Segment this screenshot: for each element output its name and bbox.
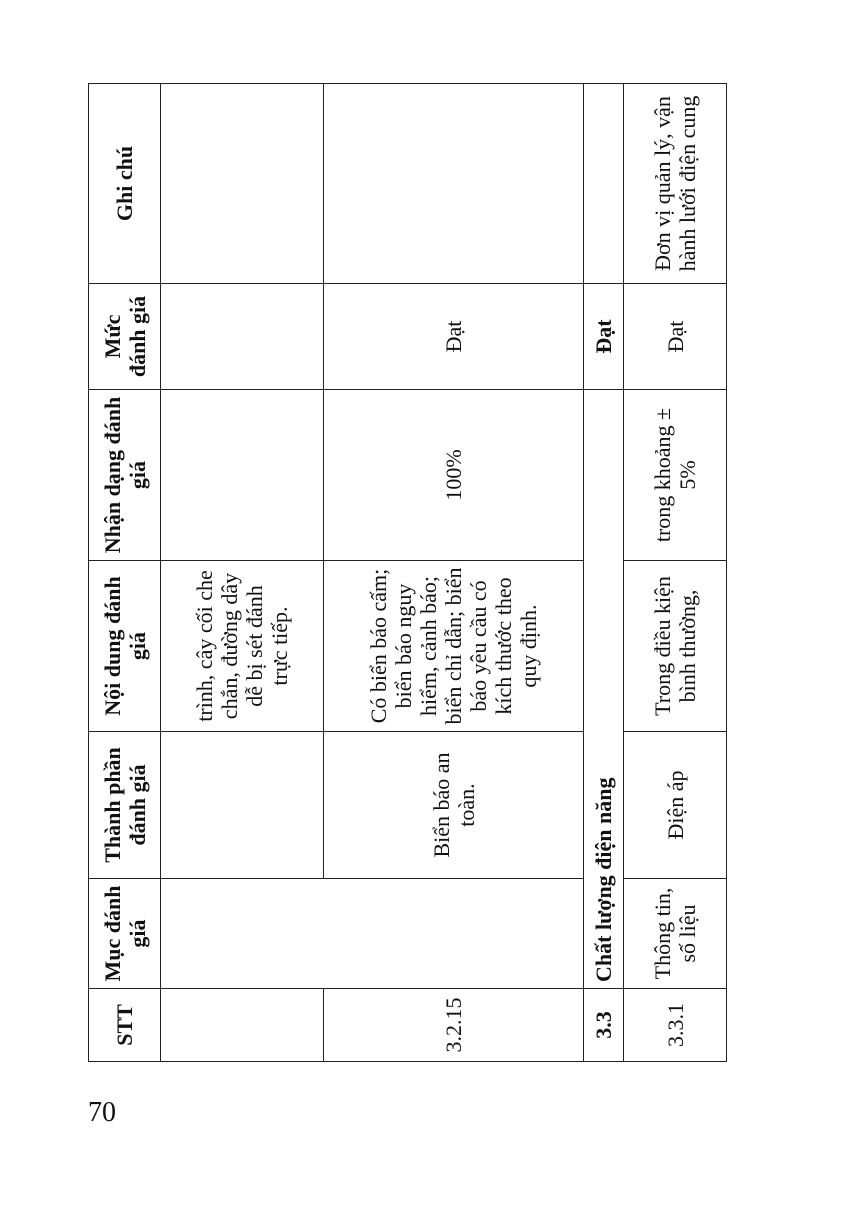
cell-muc-merged: [161, 879, 584, 989]
section-ghi-chu: [584, 84, 624, 284]
cell-thanh-phan: Điện áp: [624, 732, 727, 879]
page-number: 70: [88, 1097, 116, 1128]
cell-muc: Thông tin, số liệu: [624, 879, 727, 989]
header-muc-danh-gia: Mức đánh giá: [89, 284, 161, 390]
cell-noi-dung: Trong điều kiện bình thường,: [624, 561, 727, 732]
cell-noi-dung: Có biển báo cấm; biển báo nguy hiểm, cảnh báo; biển chỉ dẫn; biển báo yêu cầu có kích thước theo quy định.: [324, 561, 584, 732]
header-nhan-dang: Nhận dạng đánh giá: [89, 390, 161, 561]
cell-nhan-dang: trong khoảng ± 5%: [624, 390, 727, 561]
table-row: [161, 84, 324, 1062]
section-stt: 3.3: [584, 989, 624, 1062]
rotated-table-container: [88, 84, 726, 1062]
cell-ghi-chu: Đơn vị quản lý, vận hành lưới điện cung: [624, 84, 727, 284]
cell-stt: 3.2.15: [324, 989, 584, 1062]
cell-muc-danh-gia: Đạt: [624, 284, 727, 390]
cell-ghi-chu: [324, 84, 584, 284]
header-stt: STT: [89, 989, 161, 1062]
cell-muc-danh-gia: Đạt: [324, 284, 584, 390]
cell-stt: 3.3.1: [624, 989, 727, 1062]
table-row: [624, 84, 727, 1062]
header-thanh-phan: Thành phần đánh giá: [89, 732, 161, 879]
cell-stt: [161, 989, 324, 1062]
header-noi-dung: Nội dung đánh giá: [89, 561, 161, 732]
assessment-table: [88, 83, 727, 1062]
cell-muc-danh-gia: [161, 284, 324, 390]
cell-nhan-dang: [161, 390, 324, 561]
header-muc: Mục đánh giá: [89, 879, 161, 989]
header-row: [89, 84, 161, 1062]
cell-ghi-chu: [161, 84, 324, 284]
cell-noi-dung: trình, cây cối che chắn, đường dây dễ bị sét đánh trực tiếp.: [161, 561, 324, 732]
cell-thanh-phan: Biển báo an toàn.: [324, 732, 584, 879]
cell-thanh-phan: [161, 732, 324, 879]
section-muc-danh-gia: Đạt: [584, 284, 624, 390]
header-ghi-chu: Ghi chú: [89, 84, 161, 284]
section-title: Chất lượng điện năng: [584, 390, 624, 989]
section-row: [584, 84, 624, 1062]
cell-nhan-dang: 100%: [324, 390, 584, 561]
